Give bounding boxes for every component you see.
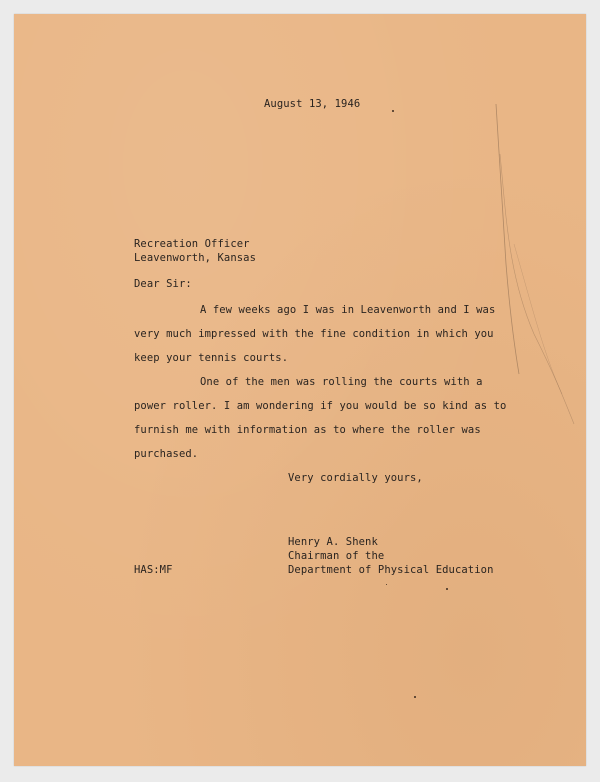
recipient-line-2: Leavenworth, Kansas — [134, 252, 257, 264]
ink-speck — [386, 584, 387, 585]
ink-speck — [414, 696, 416, 698]
body-line: furnish me with information as to where the roller was — [134, 424, 481, 436]
salutation: Dear Sir: — [134, 278, 192, 290]
signature-title-2: Department of Physical Education — [288, 564, 494, 576]
body-line: One of the men was rolling the courts with a — [200, 376, 483, 388]
letter-date: August 13, 1946 — [264, 98, 361, 110]
ink-speck — [392, 110, 394, 112]
letter-sheet — [14, 14, 586, 766]
typist-initials: HAS:MF — [134, 564, 173, 576]
ink-speck — [446, 588, 448, 590]
body-line: keep your tennis courts. — [134, 352, 289, 364]
closing: Very cordially yours, — [288, 472, 423, 484]
body-line: very much impressed with the fine condition in which you — [134, 328, 494, 340]
paper-crease-marks — [14, 14, 586, 766]
body-line: power roller. I am wondering if you would be so kind as to — [134, 400, 507, 412]
body-line: A few weeks ago I was in Leavenworth and I was — [200, 304, 496, 316]
body-line: purchased. — [134, 448, 199, 460]
recipient-line-1: Recreation Officer — [134, 238, 250, 250]
signature-name: Henry A. Shenk — [288, 536, 378, 548]
signature-title-1: Chairman of the — [288, 550, 385, 562]
